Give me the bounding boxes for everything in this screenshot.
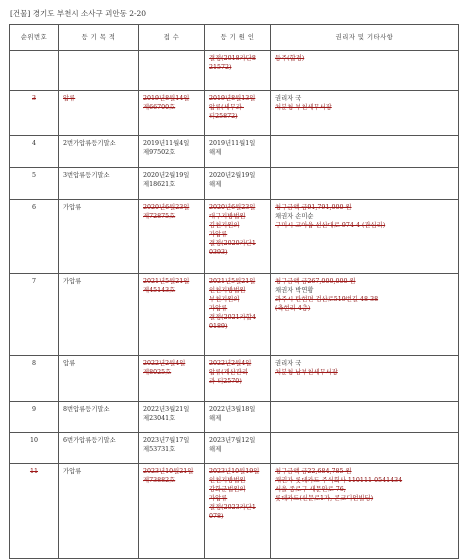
receipt-cell bbox=[139, 433, 205, 464]
rights-holder-cell bbox=[271, 136, 459, 168]
receipt-cell bbox=[139, 402, 205, 433]
header-receipt: 접 수 bbox=[139, 25, 205, 51]
rank-number-cell bbox=[10, 51, 59, 91]
receipt-line: 제66700호 bbox=[143, 104, 176, 111]
receipt-cell bbox=[139, 51, 205, 91]
rights-line: 채권자 롯데카드 주식회사 110111-0541434 bbox=[275, 477, 403, 484]
cause-line: 가압류 bbox=[209, 495, 228, 502]
receipt-line: 2021년5월21일 bbox=[143, 278, 190, 285]
cause-line: 가압류 bbox=[209, 231, 228, 238]
table-row bbox=[10, 168, 459, 200]
rights-line: (축현리 4층) bbox=[275, 305, 311, 312]
table-row bbox=[10, 433, 459, 464]
registration-purpose: 가압류 bbox=[63, 204, 82, 211]
rights-holder-cell bbox=[271, 356, 459, 402]
rights-line: 서울 종로구 새문안로 76, bbox=[275, 486, 346, 493]
registration-purpose-cell bbox=[59, 51, 139, 91]
cause-line: 2020년2월19일 bbox=[209, 172, 256, 179]
rank-number: 4 bbox=[31, 140, 36, 147]
registration-cause-cell bbox=[205, 200, 271, 274]
cause-line: 해제 bbox=[209, 149, 222, 156]
registration-purpose-cell bbox=[59, 136, 139, 168]
receipt-cell bbox=[139, 168, 205, 200]
receipt-line: 제97502호 bbox=[143, 149, 176, 156]
rights-line: 청구금액 금22,684,785 원 bbox=[275, 468, 352, 475]
registration-cause-cell bbox=[205, 51, 271, 91]
rank-number-cell bbox=[10, 433, 59, 464]
receipt-line: 2023년10월21일 bbox=[143, 468, 194, 475]
table-header-row bbox=[10, 25, 459, 51]
cause-line: 2023년7월12일 bbox=[209, 437, 256, 444]
table-row bbox=[10, 51, 459, 91]
rank-number-cell bbox=[10, 168, 59, 200]
cause-line: 0393) bbox=[209, 249, 228, 256]
rank-number-cell bbox=[10, 200, 59, 274]
receipt-cell bbox=[139, 200, 205, 274]
receipt-line: 제53731호 bbox=[143, 446, 176, 453]
cause-line: 결정(2021카합4 bbox=[209, 314, 256, 321]
receipt-line: 2019년11월4일 bbox=[143, 140, 190, 147]
cause-line: 강화군법원의 bbox=[209, 486, 246, 493]
rank-number-cell bbox=[10, 91, 59, 136]
rights-holder-cell bbox=[271, 91, 459, 136]
rights-holder-cell bbox=[271, 402, 459, 433]
cause-line: 해제 bbox=[209, 181, 222, 188]
rights-line: 권리자 국 bbox=[275, 95, 302, 102]
registration-cause-cell bbox=[205, 356, 271, 402]
cause-line: 078) bbox=[209, 513, 224, 520]
table-row bbox=[10, 200, 459, 274]
rank-number-cell bbox=[10, 274, 59, 356]
registration-purpose-cell bbox=[59, 402, 139, 433]
receipt-cell bbox=[139, 356, 205, 402]
registration-cause-cell bbox=[205, 402, 271, 433]
cause-line: 인천지방법원 bbox=[209, 287, 246, 294]
rank-number-cell bbox=[10, 402, 59, 433]
cause-line: 결정(2018카단8 bbox=[209, 55, 256, 62]
receipt-line: 제72875호 bbox=[143, 213, 176, 220]
rights-line: 청구금액 금91,791,000 원 bbox=[275, 204, 352, 211]
rank-number: 5 bbox=[31, 172, 36, 179]
receipt-line: 제23041호 bbox=[143, 415, 176, 422]
table-row bbox=[10, 402, 459, 433]
cause-line: 결정(2020카단1 bbox=[209, 240, 256, 247]
cause-line: 압류(재산관리 bbox=[209, 369, 248, 376]
registration-cause-cell bbox=[205, 168, 271, 200]
registration-purpose: 가압류 bbox=[63, 278, 82, 285]
receipt-line: 제18621호 bbox=[143, 181, 176, 188]
cause-line: 티25872) bbox=[209, 113, 238, 120]
header-registration-cause: 등 기 원 인 bbox=[205, 25, 271, 51]
receipt-line: 2022년3월21일 bbox=[143, 406, 190, 413]
registration-purpose-cell bbox=[59, 168, 139, 200]
rank-number: 7 bbox=[31, 278, 36, 285]
header-rights-holder: 권리자 및 기타사항 bbox=[271, 25, 459, 51]
rank-number: 3 bbox=[31, 95, 36, 102]
rights-holder-cell bbox=[271, 274, 459, 356]
registration-cause-cell bbox=[205, 136, 271, 168]
rights-line: 등주(합정) bbox=[275, 55, 305, 62]
registration-cause-cell bbox=[205, 274, 271, 356]
table-row bbox=[10, 91, 459, 136]
registration-cause-cell bbox=[205, 464, 271, 559]
rank-number: 9 bbox=[31, 406, 36, 413]
receipt-line: 2019년8월14일 bbox=[143, 95, 190, 102]
rank-number-cell bbox=[10, 136, 59, 168]
receipt-line: 2020년2월19일 bbox=[143, 172, 190, 179]
table-body bbox=[10, 51, 459, 559]
cause-line: 가압류 bbox=[209, 305, 228, 312]
cause-line: 부천지원의 bbox=[209, 296, 240, 303]
receipt-line: 제73882호 bbox=[143, 477, 176, 484]
rights-line: 처분청 남부천세무서장 bbox=[275, 369, 338, 376]
rank-number: 11 bbox=[29, 468, 38, 475]
registry-table bbox=[9, 24, 459, 559]
receipt-line: 2023년7월17일 bbox=[143, 437, 190, 444]
document-heading: [건물] 경기도 부천시 소사구 괴안동 2-20 bbox=[10, 9, 147, 18]
cause-line: 21572) bbox=[209, 64, 232, 71]
table-row bbox=[10, 464, 459, 559]
cause-line: 과-티2570) bbox=[209, 378, 242, 385]
rights-line: 채권자 박연황 bbox=[275, 287, 314, 294]
receipt-cell bbox=[139, 91, 205, 136]
rights-holder-cell bbox=[271, 168, 459, 200]
cause-line: 2020년6월23일 bbox=[209, 204, 256, 211]
rights-holder-cell bbox=[271, 200, 459, 274]
rank-number: 8 bbox=[31, 360, 36, 367]
rights-line: 구미시 고아읍 선산대로 974-4 (관심리) bbox=[275, 222, 386, 229]
registration-purpose-cell bbox=[59, 91, 139, 136]
receipt-line: 제45143호 bbox=[143, 287, 176, 294]
rights-holder-cell bbox=[271, 464, 459, 559]
rights-holder-cell bbox=[271, 433, 459, 464]
rights-line: 처분청 부천세무서장 bbox=[275, 104, 332, 111]
cause-line: 2021년5월21일 bbox=[209, 278, 256, 285]
registration-purpose: 8번압류등기말소 bbox=[63, 406, 110, 413]
rank-number-cell bbox=[10, 356, 59, 402]
cause-line: 2019년8월13일 bbox=[209, 95, 256, 102]
rights-line: 롯데카드(신문로1가, 콘코디언빌딩) bbox=[275, 495, 374, 502]
table-row bbox=[10, 136, 459, 168]
registration-purpose-cell bbox=[59, 200, 139, 274]
receipt-cell bbox=[139, 274, 205, 356]
receipt-line: 2022년2월4일 bbox=[143, 360, 186, 367]
rights-line: 권리자 국 bbox=[275, 360, 302, 367]
cause-line: 압류(세무과- bbox=[209, 104, 244, 111]
header-rank-number: 순위번호 bbox=[10, 25, 59, 51]
rights-line: 청구금액 금267,000,000 원 bbox=[275, 278, 356, 285]
cause-line: 2023년10월19일 bbox=[209, 468, 260, 475]
registration-purpose: 가압류 bbox=[63, 468, 82, 475]
receipt-line: 2020년6월23일 bbox=[143, 204, 190, 211]
rank-number: 6 bbox=[31, 204, 36, 211]
cause-line: 대구지방법원 bbox=[209, 213, 246, 220]
cause-line: 2019년11월1일 bbox=[209, 140, 256, 147]
registration-cause-cell bbox=[205, 91, 271, 136]
registration-purpose: 압류 bbox=[63, 360, 76, 367]
registration-cause-cell bbox=[205, 433, 271, 464]
registration-purpose-cell bbox=[59, 464, 139, 559]
rank-number-cell bbox=[10, 464, 59, 559]
rights-line: 과주시 탄현면 검산로519번길 48-38 bbox=[275, 296, 379, 303]
rights-line: 채권자 손미순 bbox=[275, 213, 314, 220]
cause-line: 해제 bbox=[209, 446, 222, 453]
registration-purpose-cell bbox=[59, 274, 139, 356]
registration-purpose-cell bbox=[59, 433, 139, 464]
receipt-cell bbox=[139, 136, 205, 168]
cause-line: 인천지방법원 bbox=[209, 477, 246, 484]
registration-purpose: 2번가압류등기말소 bbox=[63, 140, 116, 147]
table-row bbox=[10, 356, 459, 402]
cause-line: 2022년3월18일 bbox=[209, 406, 256, 413]
table-row bbox=[10, 274, 459, 356]
rights-holder-cell bbox=[271, 51, 459, 91]
cause-line: 해제 bbox=[209, 415, 222, 422]
registration-purpose: 6번가압류등기말소 bbox=[63, 437, 116, 444]
receipt-cell bbox=[139, 464, 205, 559]
registration-purpose: 압류 bbox=[63, 95, 76, 102]
registration-purpose-cell bbox=[59, 356, 139, 402]
cause-line: 0189) bbox=[209, 323, 228, 330]
cause-line: 결정(2023카단1 bbox=[209, 504, 256, 511]
receipt-line: 제8025호 bbox=[143, 369, 172, 376]
cause-line: 2022년2월4일 bbox=[209, 360, 252, 367]
rank-number: 10 bbox=[29, 437, 38, 444]
header-registration-purpose: 등 기 목 적 bbox=[59, 25, 139, 51]
cause-line: 김천지원의 bbox=[209, 222, 240, 229]
registration-purpose: 3번압류등기말소 bbox=[63, 172, 110, 179]
